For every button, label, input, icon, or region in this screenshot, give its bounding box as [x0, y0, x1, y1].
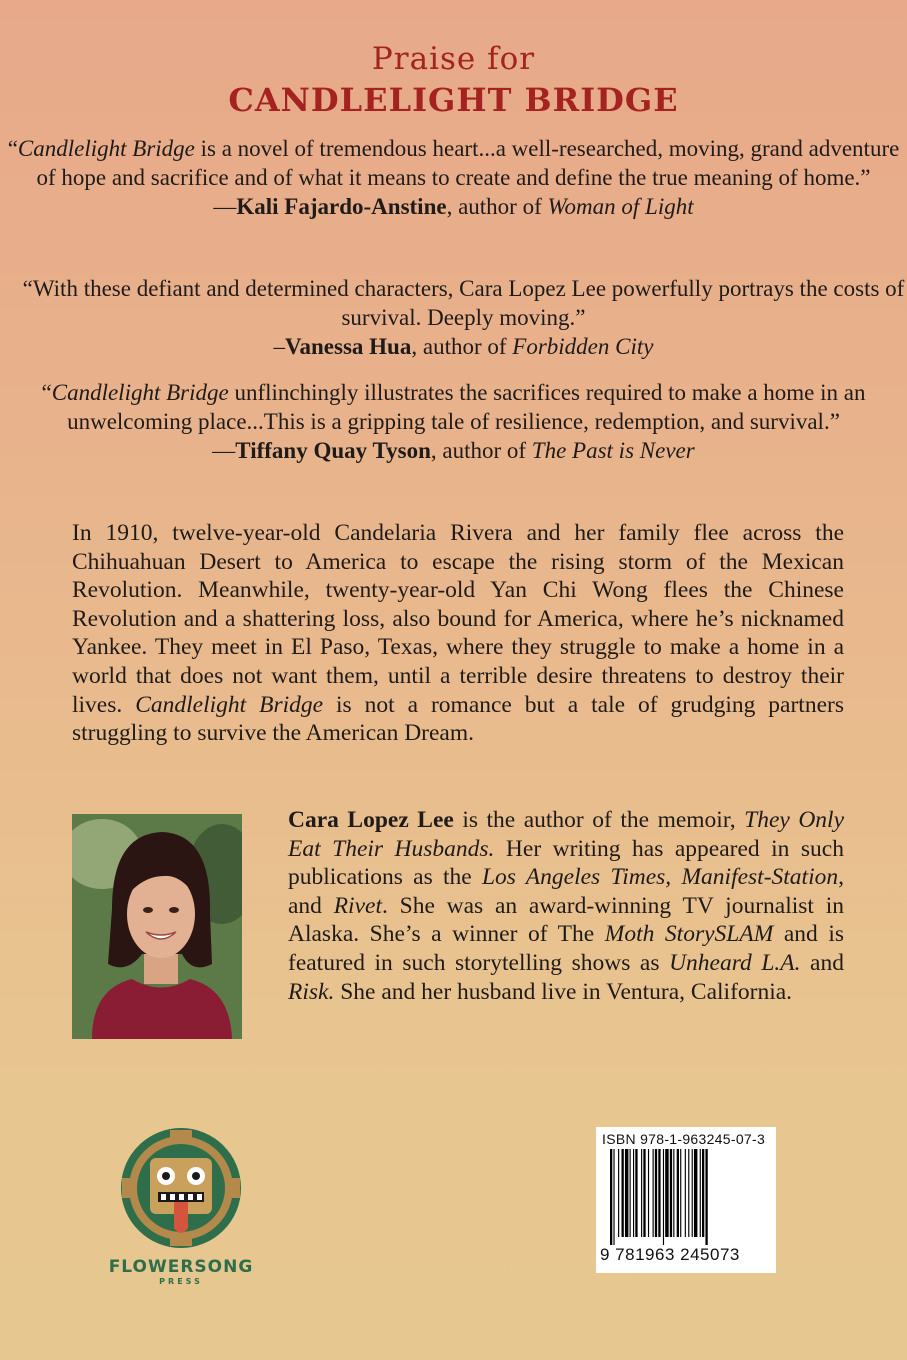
synopsis: In 1910, twelve-year-old Candelaria Rivera and her family flee across the Chihuahuan Desert to America to escape the rising storm of the Mexican Revolution. Meanwhile, twenty-year-old Yan Chi Wong flees the Chinese Revolution and a shattering loss, also bound for America, where he’s nicknamed Yankee. They meet in El Paso, Texas, where they struggle to make a home in a world that does not want them, until a terrible desire threatens to destroy their lives. Candlelight Bridge is not a romance but a tale of grudging partners struggling to survive the American Dream.	[72, 520, 844, 747]
barcode-bar	[665, 1149, 668, 1237]
isbn-label: ISBN 978-1-963245-07-3	[602, 1131, 766, 1147]
barcode-bar	[670, 1149, 672, 1237]
barcode-bar	[618, 1149, 619, 1237]
barcode-bar	[705, 1149, 707, 1245]
barcode-bar	[702, 1149, 704, 1237]
quote-1-text: is a novel of tremendous heart...a well-researched, moving, grand adventure of hope and sacrifice and of what it means to create and define the true meaning of home.”	[36, 136, 900, 190]
author-photo	[72, 814, 242, 1039]
quote-3-text: unflinchingly illustrates the sacrifices required to make a home in an unwelcoming place...This is a gripping tale of resilience, redemption, and survival.”	[67, 380, 866, 434]
quote-1-attribution: —Kali Fajardo-Anstine, author of Woman of Light	[213, 194, 694, 219]
isbn-digits: 9 781963 245073	[600, 1245, 740, 1264]
flowersong-mask-icon	[100, 1128, 262, 1288]
barcode-bar	[685, 1149, 686, 1237]
barcode-bar	[643, 1149, 645, 1237]
barcode-bar	[610, 1149, 612, 1245]
quote-2	[0, 274, 907, 361]
quote-3-author: Tiffany Quay Tyson	[235, 438, 431, 463]
quote-2-text: “With these defiant and determined characters, Cara Lopez Lee powerfully portrays the costs of survival. Deeply moving.”	[22, 276, 905, 330]
publisher-sub: PRESS	[159, 1277, 203, 1286]
barcode-bar	[658, 1149, 660, 1237]
quote-2-attribution: –Vanessa Hua, author of Forbidden City	[273, 334, 654, 359]
quote-1-book: Candlelight Bridge	[17, 136, 195, 161]
barcode-icon	[610, 1149, 764, 1245]
quote-1: “Candlelight Bridge is a novel of tremendous heart...a well-researched, moving, grand adventure of hope and sacrifice and of what it means to create and define the true meaning of home.” —Kali Fajardo-Anstine, author of Woman of Light	[0, 134, 907, 221]
barcode-bar	[633, 1149, 634, 1237]
barcode-bar	[655, 1149, 657, 1237]
barcode-bar	[680, 1149, 681, 1237]
barcode-bar	[613, 1149, 614, 1245]
synopsis-book: Candlelight Bridge	[135, 691, 324, 718]
barcode-bar	[635, 1149, 637, 1237]
barcode-bar	[677, 1149, 679, 1237]
barcode-bar	[653, 1149, 654, 1237]
barcode-bar	[630, 1149, 631, 1237]
barcode-bar	[622, 1149, 624, 1237]
quote-3-attribution: —Tiffany Quay Tyson, author of The Past is Never	[212, 438, 695, 463]
praise-heading: Praise for	[371, 41, 536, 77]
barcode-bar	[688, 1149, 689, 1237]
barcode-bar	[625, 1149, 628, 1237]
barcode-box	[596, 1127, 776, 1273]
publisher-logo	[100, 1128, 262, 1288]
bio-author-name: Cara Lopez Lee	[288, 807, 454, 833]
barcode-bar	[694, 1149, 697, 1237]
publisher-name: FLOWERSONG	[108, 1257, 254, 1277]
author-portrait-image	[72, 814, 242, 1039]
quote-2-work: Forbidden City	[512, 334, 654, 359]
quote-1-author: Kali Fajardo-Anstine	[236, 194, 447, 219]
barcode-bar	[700, 1149, 701, 1237]
author-bio: Cara Lopez Lee is the author of the memoir, They Only Eat Their Husbands. Her writing has appeared in such publications as the Los Angeles Times, Manifest-Station, and Rivet. She was an award-winning TV journalist in Alaska. She’s a winner of The Moth StorySLAM and is featured in such storytelling shows as Unheard L.A. and Risk. She and her husband live in Ventura, California.	[288, 807, 844, 1005]
title-block	[0, 40, 907, 120]
book-title: CANDLELIGHT BRIDGE	[228, 81, 679, 119]
barcode-bar	[641, 1149, 642, 1237]
quote-3-work: The Past is Never	[531, 438, 695, 463]
barcode-bar	[663, 1149, 664, 1245]
quote-2-author: Vanessa Hua	[285, 334, 412, 359]
quote-3: “Candlelight Bridge unflinchingly illustrates the sacrifices required to make a home in an unwelcoming place...This is a gripping tale of resilience, redemption, and survival.” —Tiffany Quay Tyson, author of The Past is Never	[0, 378, 907, 465]
barcode-bar	[673, 1149, 674, 1237]
barcode-bar	[692, 1149, 693, 1237]
quote-1-work: Woman of Light	[547, 194, 694, 219]
barcode-bar	[648, 1149, 649, 1237]
quote-3-book: Candlelight Bridge	[51, 380, 229, 405]
